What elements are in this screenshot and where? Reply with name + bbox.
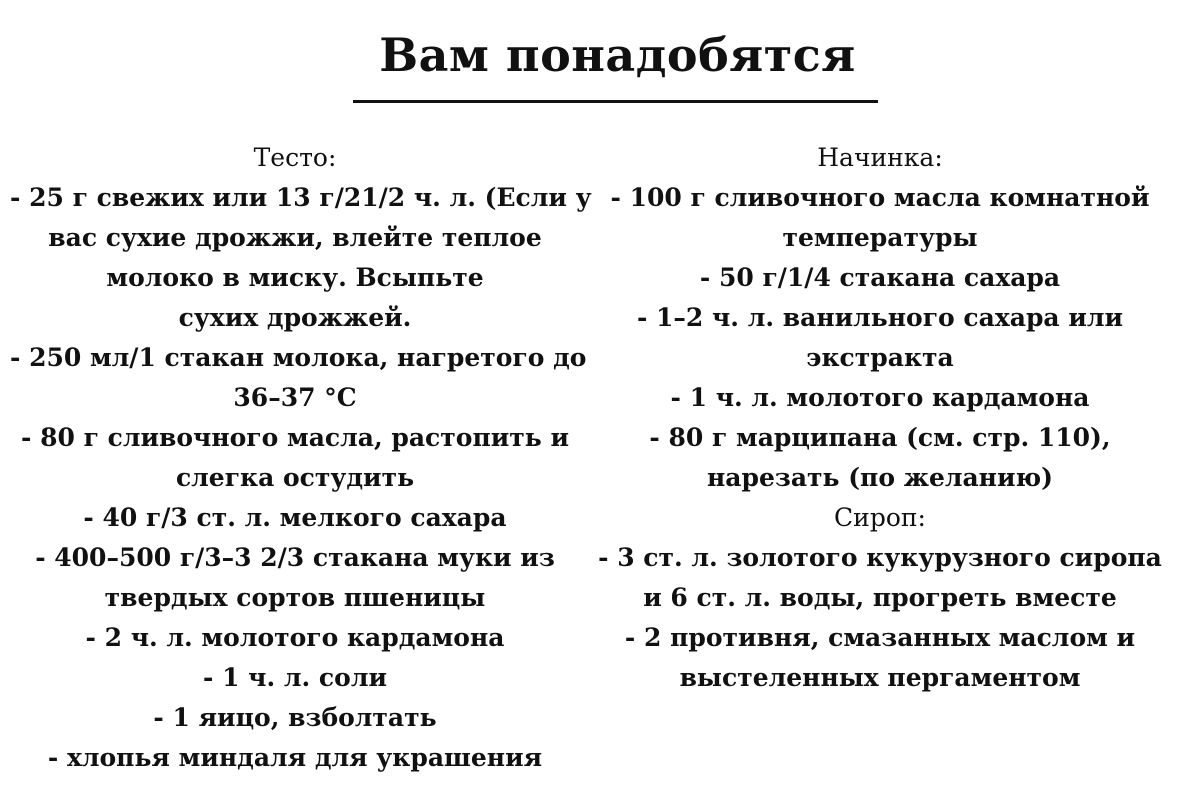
filling-heading: Начинка:	[817, 143, 943, 172]
filling-line: - 80 г марципана (см. стр. 110),	[649, 423, 1111, 452]
dough-line: - хлопья миндаля для украшения	[47, 743, 543, 772]
dough-line: твердых сортов пшеницы	[104, 583, 486, 612]
filling-line: нарезать (по желанию)	[707, 463, 1053, 492]
dough-line: - 400–500 г/3–3 2/3 стакана муки из	[35, 543, 555, 572]
dough-line: - 40 г/3 ст. л. мелкого сахара	[83, 503, 507, 532]
filling-column	[590, 138, 1170, 698]
filling-line: - 50 г/1/4 стакана сахара	[699, 263, 1061, 292]
page-title: Вам понадобятся	[379, 28, 856, 82]
dough-line: 36–37 °C	[233, 383, 357, 412]
dough-line: - 2 ч. л. молотого кардамона	[85, 623, 505, 652]
dough-line: слегка остудить	[175, 463, 415, 492]
syrup-line: и 6 ст. л. воды, прогреть вместе	[643, 583, 1117, 612]
title-underline	[353, 100, 878, 103]
dough-line: - 25 г свежих или 13 г/21/2 ч. л. (Если у	[10, 183, 592, 212]
filling-line: - 100 г сливочного масла комнатной	[610, 183, 1150, 212]
syrup-line: - 2 противня, смазанных маслом и	[624, 623, 1136, 652]
dough-heading: Тесто:	[253, 143, 337, 172]
syrup-heading: Сироп:	[834, 503, 926, 532]
syrup-line: выстеленных пергаментом	[679, 663, 1081, 692]
dough-line: - 250 мл/1 стакан молока, нагретого до	[10, 343, 587, 372]
filling-line: температуры	[782, 223, 978, 252]
filling-line: - 1–2 ч. л. ванильного сахара или	[636, 303, 1124, 332]
dough-line: - 1 яицо, взболтать	[153, 703, 437, 732]
syrup-line: - 3 ст. л. золотого кукурузного сиропа	[598, 543, 1162, 572]
dough-line: вас сухие дрожжи, влейте теплое	[48, 223, 542, 252]
dough-line: сухих дрожжей.	[178, 303, 412, 332]
dough-line: молоко в миску. Всыпьте	[106, 263, 484, 292]
filling-line: - 1 ч. л. молотого кардамона	[670, 383, 1090, 412]
dough-line: - 80 г сливочного масла, растопить и	[21, 423, 569, 452]
filling-line: экстракта	[806, 343, 954, 372]
dough-line: - 1 ч. л. соли	[203, 663, 387, 692]
dough-column	[10, 138, 592, 778]
